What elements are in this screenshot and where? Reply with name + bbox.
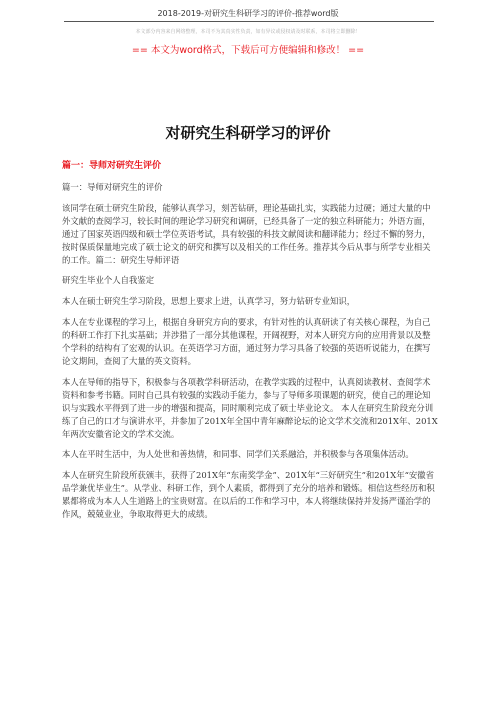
paragraph: 本人在导师的指导下，积极参与各项教学科研活动，在教学实践的过程中，认真阅读教材、查阅学术资料和参考书籍。同时自己具有较强的实践动手能力，参与了导师多项课题的研究，使自己的理论知识与实践水平得到了进一步的增强和提高，同时顺利完成了硕士毕业论文。 本人在研究生阶段充分训练了自己的口才与演讲水平，并参加了201X年全国中青年麻醉论坛的论文学术交流和201X年、201X年两次安徽省论文的学术交流。 [62,376,438,439]
paragraph: 研究生毕业个人自我鉴定 [62,275,155,286]
section-heading: 篇一：导师对研究生评价 [62,161,162,171]
document-body [62,158,438,528]
header-divider [64,21,434,22]
running-header: 2018-2019-对研究生科研学习的评价-推荐word版 [157,9,339,18]
paragraph: 本人在平时生活中，为人处世和善热情，和同事、同学们关系融洽，并积极参与各项集体活动。 [62,449,414,460]
paragraph: 本人在研究生阶段所获颁丰，获得了201X年“东南奖学金”、201X年“三好研究生”和201X年“安徽省品学兼优毕业生”。从学业、科研工作，到个人素质，都得到了充分的培养和锻炼。相信这些经历和积累都将成为本人人生道路上的宝贵财富。在以后的工作和学习中，本人将继续保持并发扬严谨治学的作风，兢兢业业，争取取得更大的成绩。 [62,470,435,520]
page-title: 对研究生科研学习的评价 [165,124,331,142]
disclaimer-text: 本文部分内容来自网络整理，本司不为其真实性负责，如有异议或侵权请及时联系，本司将立即删除！ [135,29,361,35]
format-notice: == 本文为word格式，下载后可方便编辑和修改！ == [131,45,365,56]
paragraph: 本人在专业课程的学习上，根据自身研究方向的要求，有针对性的认真研读了有关核心课程，为自己的科研工作打下扎实基础；并涉猎了一部分其他课程，开阔视野，对本人研究方向的应用背景以及整个学科的结构有了宏观的认识。在英语学习方面，通过努力学习具备了较强的英语听说能力，在撰写论文期间，查阅了大量的英文资料。 [62,317,431,366]
paragraph: 篇一：导师对研究生的评价 [62,182,163,192]
paragraph: 该同学在硕士研究生阶段，能够认真学习，刻苦钻研，理论基础扎实，实践能力过硬；通过大量的中外文献的查阅学习，较长时间的理论学习研究和调研，已经具备了一定的独立科研能力；外语方面，通过了国家英语四级和硕士学位英语考试，具有较强的科技文献阅读和翻译能力；经过不懈的努力，按时保质保量地完成了硕士论文的研究和撰写以及相关的工作任务。推荐其今后从事与所学专业相关的工作。篇二：研究生导师评语 [62,202,431,265]
paragraph: 本人在硕士研究生学习阶段，思想上要求上进，认真学习，努力钻研专业知识， [62,296,356,307]
